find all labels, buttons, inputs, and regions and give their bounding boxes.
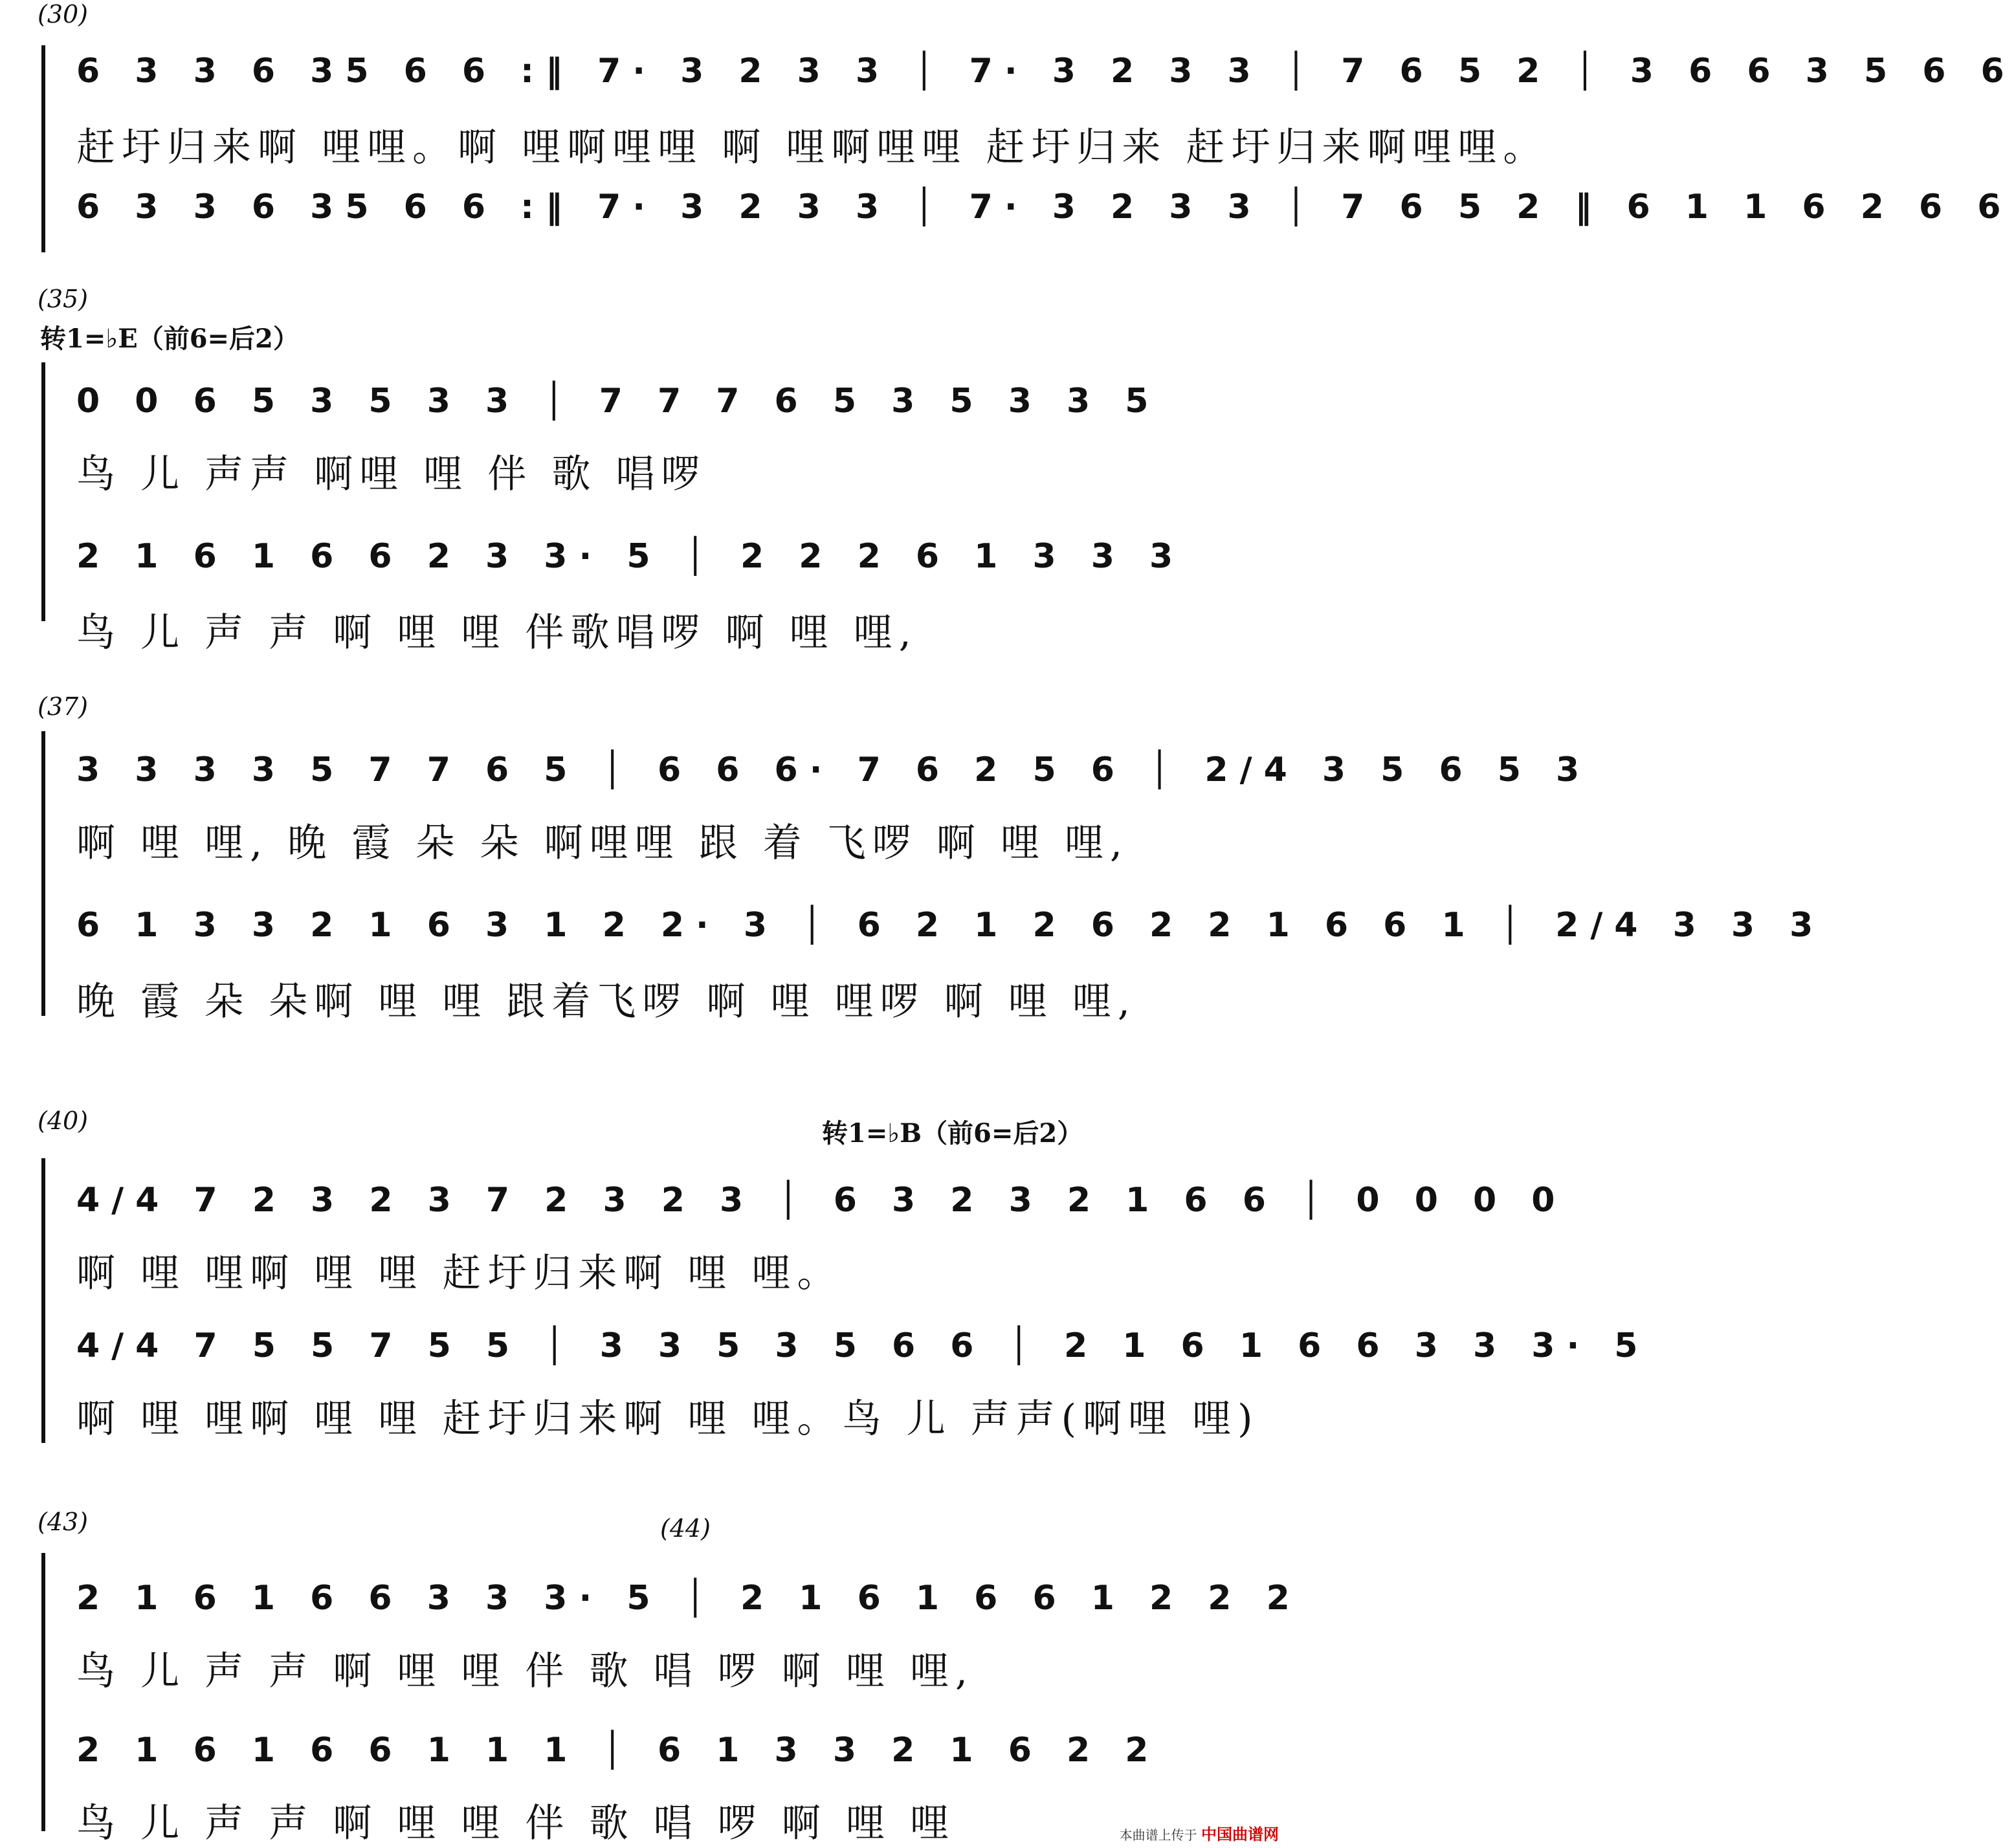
lower-notes: 4/4 7 5 5 7 5 5 │ 3 3 5 3 5 6 6 │ 2 1 6 1 6 6 3 3 3· 5 xyxy=(76,1326,1650,1365)
upper-lyric: 赶圩归来啊 哩哩。啊 哩啊哩哩 啊 哩啊哩哩 赶圩归来 赶圩归来啊哩哩。 xyxy=(76,125,1549,170)
measure-number: (40) xyxy=(38,1106,89,1135)
lower-notes: 2 1 6 1 6 6 1 1 1 │ 6 1 3 3 2 1 6 2 2 xyxy=(76,1731,1160,1770)
upper-lyric: 啊 哩 哩, 晚 霞 朵 朵 啊哩哩 跟 着 飞啰 啊 哩 哩, xyxy=(76,820,1129,866)
measure-number: (35) xyxy=(38,285,89,313)
upper-lyric: 鸟 儿 声声 啊哩 哩 伴 歌 唱啰 xyxy=(76,452,707,497)
key-change: 转1=♭B（前6=后2） xyxy=(822,1118,1083,1149)
lower-staff xyxy=(76,1731,1293,1781)
measure-number-b: (44) xyxy=(660,1514,711,1543)
lower-lyric: 晚 霞 朵 朵啊 哩 哩 跟着飞啰 啊 哩 哩啰 啊 哩 哩, xyxy=(76,979,1136,1024)
system-bracket xyxy=(41,45,45,252)
site-logo: 中国曲谱网 xyxy=(1201,1825,1279,1843)
measure-number: (30) xyxy=(38,0,89,28)
upper-lyric: 啊 哩 哩啊 哩 哩 赶圩归来啊 哩 哩。 xyxy=(76,1251,843,1296)
system-bracket xyxy=(41,1553,45,1831)
upper-lyric: 鸟 儿 声 声 啊 哩 哩 伴 歌 唱 啰 啊 哩 哩, xyxy=(76,1649,975,1694)
lower-staff xyxy=(76,188,2013,238)
key-change: 转1=♭E（前6=后2） xyxy=(40,324,299,354)
lower-notes: 6 3 3 6 35 6 6 :‖ 7· 3 2 3 3 │ 7· 3 2 3 3 │ 7 6 5 2 ‖ 6 1 1 6 2 6 6 xyxy=(76,188,2013,226)
lower-lyric: 鸟 儿 声 声 啊 哩 哩 伴歌唱啰 啊 哩 哩, xyxy=(76,610,918,655)
system-bracket xyxy=(41,731,45,1016)
upper-notes: 6 3 3 6 35 6 6 :‖ 7· 3 2 3 3 │ 7· 3 2 3 3 │ 7 6 5 2 │ 3 6 6 3 5 6 6 xyxy=(76,52,2016,91)
system-bracket xyxy=(41,1158,45,1443)
upper-staff xyxy=(76,52,2016,102)
lower-staff xyxy=(76,1326,1650,1377)
upper-staff xyxy=(76,751,1591,801)
lower-staff xyxy=(76,906,1825,956)
lower-lyric: 鸟 儿 声 声 啊 哩 哩 伴 歌 唱 啰 啊 哩 哩 xyxy=(76,1801,955,1846)
upper-notes: 4/4 7 2 3 2 3 7 2 3 2 3 │ 6 3 2 3 2 1 6 6 │ 0 0 0 0 xyxy=(76,1181,1567,1220)
watermark-footer xyxy=(1120,1821,1279,1844)
upper-notes: 3 3 3 3 5 7 7 6 5 │ 6 6 6· 7 6 2 5 6 │ 2/4 3 5 6 5 3 xyxy=(76,751,1591,789)
upload-note: 本曲谱上传于 xyxy=(1119,1827,1197,1843)
lower-staff xyxy=(76,537,1293,588)
system-bracket xyxy=(41,362,45,621)
upper-staff xyxy=(76,1579,1302,1629)
lower-notes: 2 1 6 1 6 6 2 3 3· 5 │ 2 2 2 6 1 3 3 3 xyxy=(76,537,1185,576)
measure-number: (37) xyxy=(38,692,89,721)
upper-notes: 0 0 6 5 3 5 3 3 │ 7 7 7 6 5 3 5 3 3 5 xyxy=(76,382,1160,421)
lower-notes: 6 1 3 3 2 1 6 3 1 2 2· 3 │ 6 2 1 2 6 2 2 1 6 6 1 │ 2/4 3 3 3 xyxy=(76,906,1825,945)
measure-number: (43) xyxy=(38,1508,89,1536)
upper-staff xyxy=(76,1181,1567,1231)
upper-notes: 2 1 6 1 6 6 3 3 3· 5 │ 2 1 6 1 6 6 1 2 2 2 xyxy=(76,1579,1302,1618)
upper-staff xyxy=(76,382,1293,432)
lower-lyric: 啊 哩 哩啊 哩 哩 赶圩归来啊 哩 哩。鸟 儿 声声(啊哩 哩) xyxy=(76,1396,1259,1442)
